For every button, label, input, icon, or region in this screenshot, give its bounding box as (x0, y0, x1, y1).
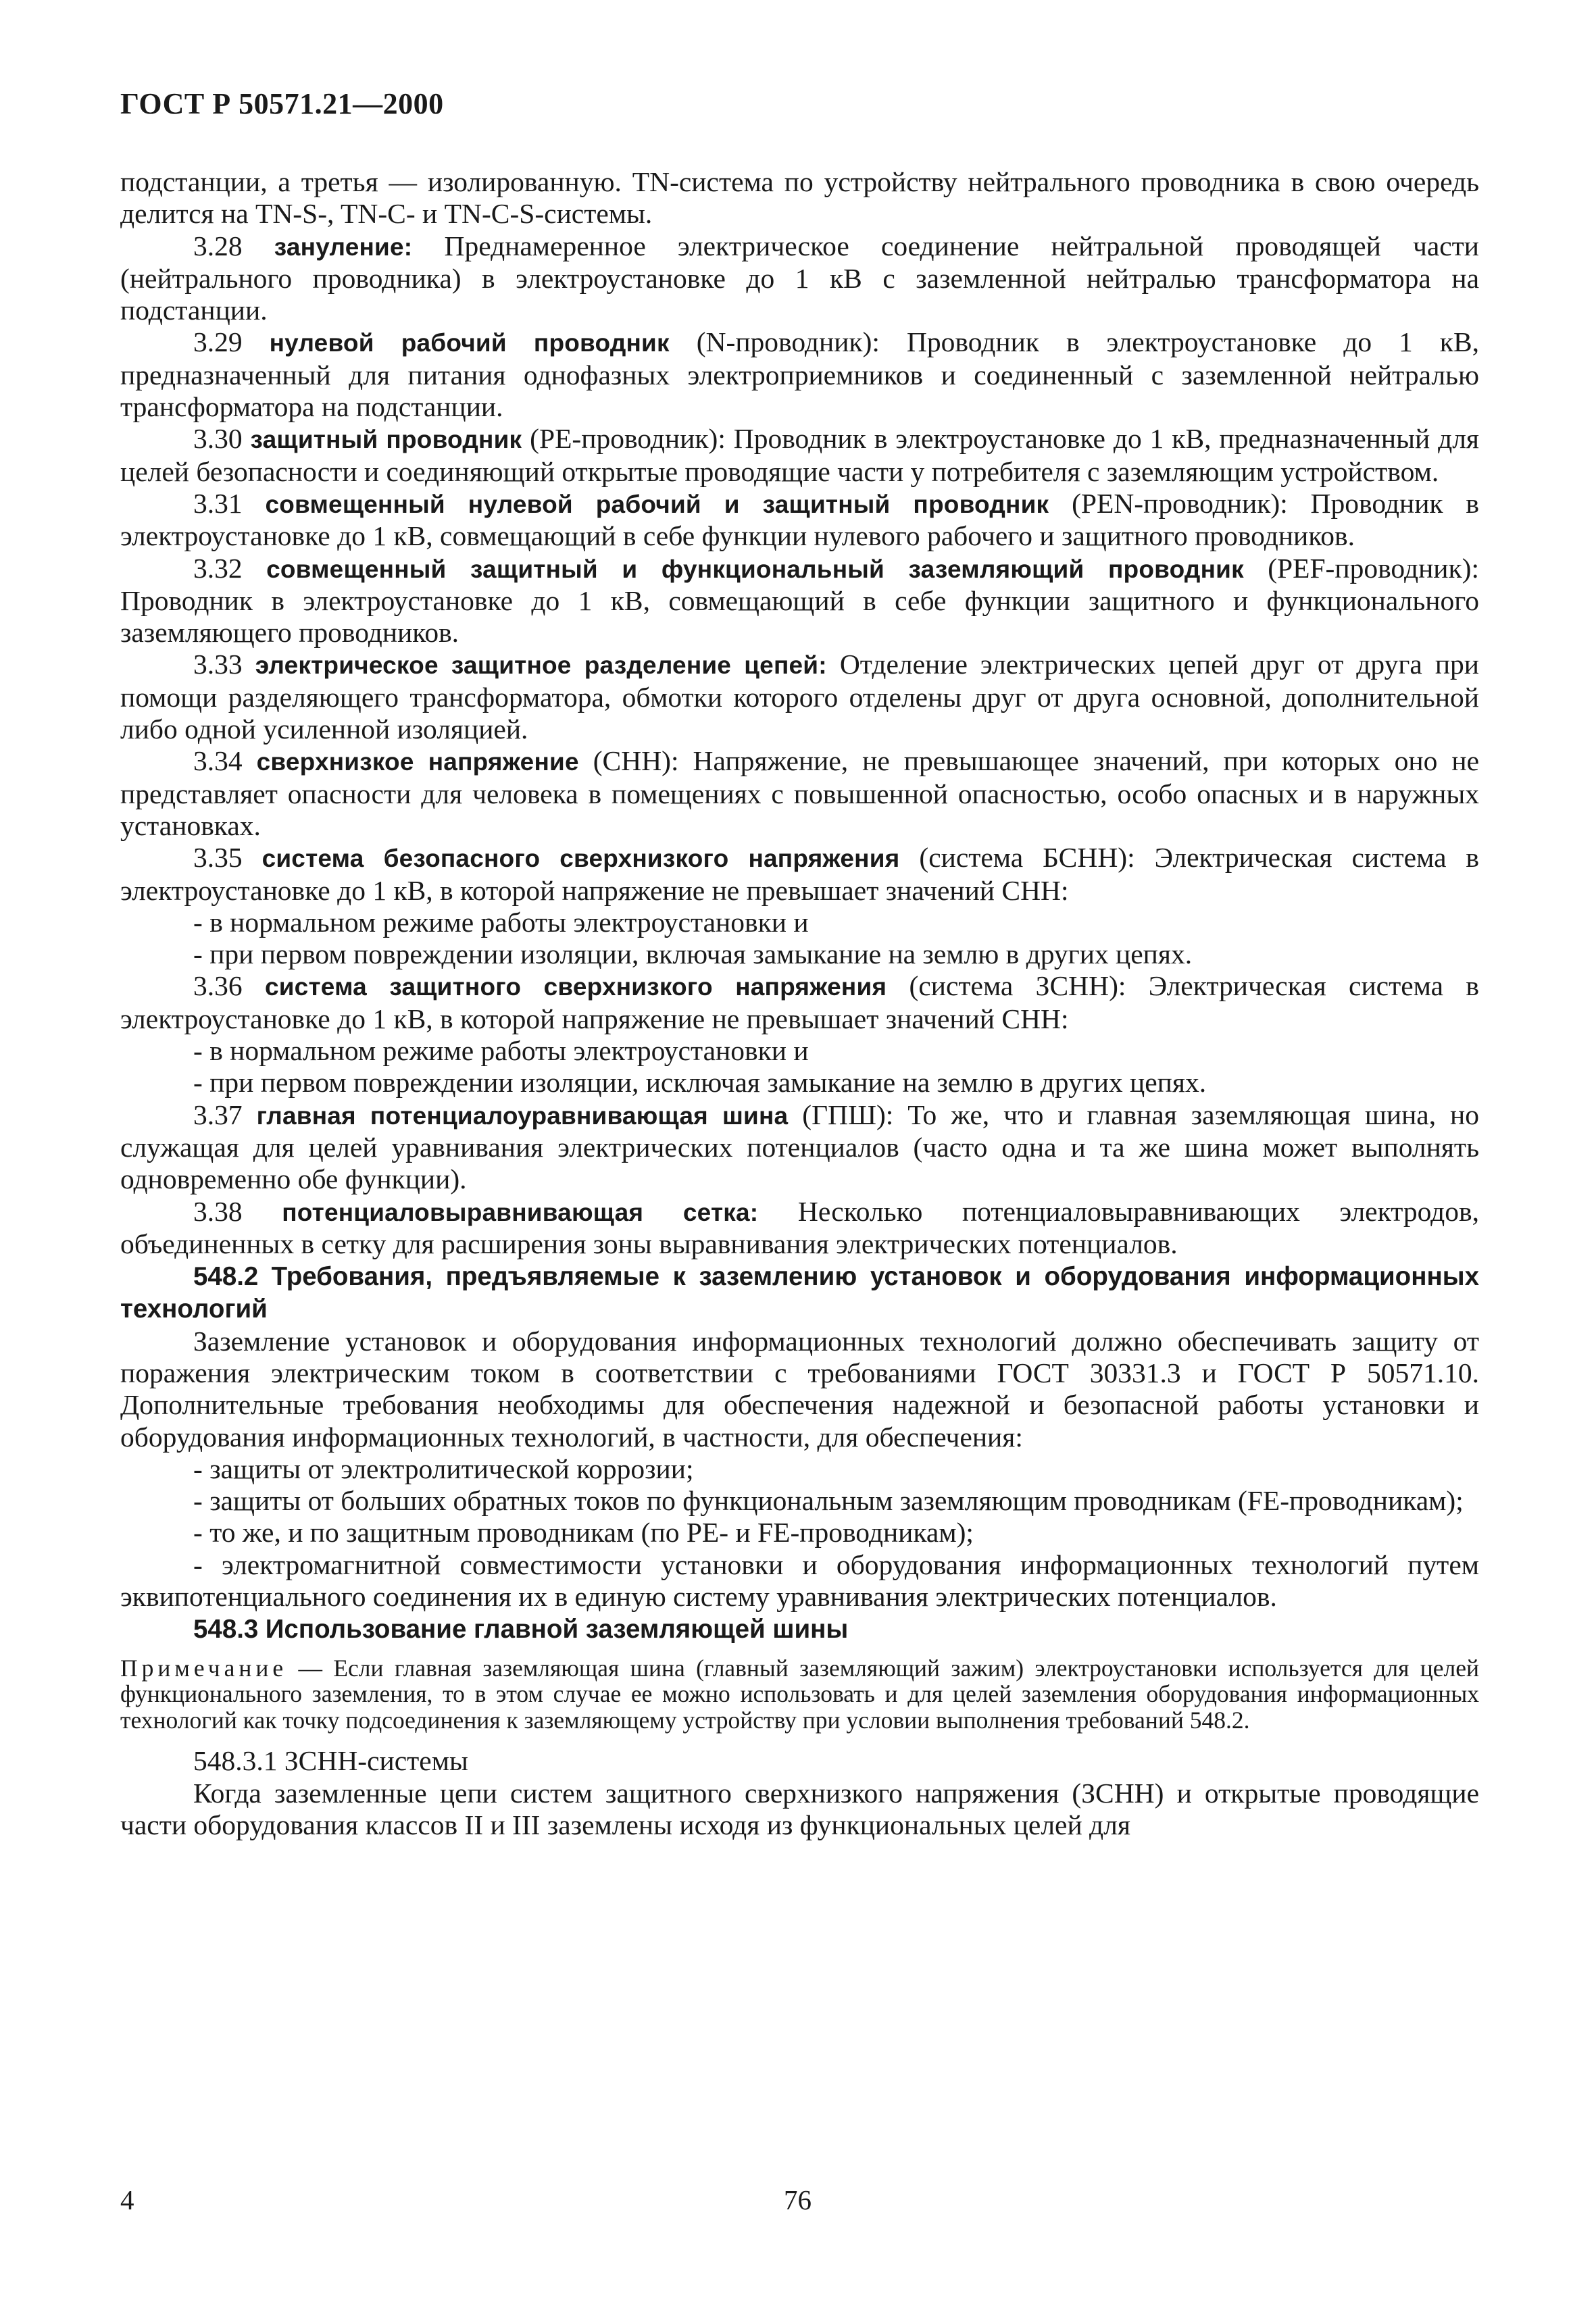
clause-3-32 (120, 553, 1479, 649)
section-548-2-text: Заземление установок и оборудования информационных технологий должно обеспечивать защиту от поражения электрическим током в соответствии с требованиями ГОСТ 30331.3 и ГОСТ Р 50571.10. Дополнительные требования необходимы для обеспечения надежной и безопасной работы установки и оборудования информационных технологий, в частности, для обеспечения: (120, 1325, 1479, 1453)
subsection-548-3-1: 548.3.1 ЗСНН-системы (193, 1745, 468, 1777)
list-item: - при первом повреждении изоляции, включая замыкание на землю в других цепях. (193, 938, 1193, 970)
clause-text: (ГПШ): То же, что и главная заземляющая шина, но служащая для целей уравнивания электрических потенциалов (часто одна и та же шина может выполнять одновременно обе функции). (120, 1099, 1480, 1195)
section-number: 548.2 (193, 1262, 259, 1292)
list-item: - в нормальном режиме работы электроустановки и (193, 906, 809, 938)
clause-text: (PE-проводник): Проводник в электроустановке до 1 кВ, предназначенный для целей безопасности и соединяющий открытые проводящие части у потребителя с заземляющим устройством. (120, 423, 1479, 487)
clause-text: (система ЗСНН): Электрическая система в электроустановке до 1 кВ, в которой напряжение не превышает значений СНН: (120, 970, 1479, 1034)
clause-3-33 (120, 649, 1479, 745)
page-number-left: 4 (120, 2184, 134, 2215)
section-title: Требования, предъявляемые к заземлению установок и оборудования информационных технологий (120, 1262, 1479, 1324)
clause-number: 3.30 (193, 423, 243, 455)
clause-number: 3.33 (193, 649, 243, 680)
list-item: - электромагнитной совместимости установки и оборудования информационных технологий путем эквипотенциального соединения их в единую систему уравнивания электрических потенциалов. (120, 1549, 1479, 1613)
clause-number: 3.37 (193, 1099, 243, 1130)
clause-term: система защитного сверхнизкого напряжения (264, 973, 887, 1001)
subsection-548-3-1-text: Когда заземленные цепи систем защитного сверхнизкого напряжения (ЗСНН) и открытые проводящие части оборудования классов II и III заземлены исходя из функциональных целей для (120, 1777, 1479, 1841)
clause-term: совмещенный защитный и функциональный заземляющий проводник (266, 555, 1244, 583)
clause-term: нулевой рабочий проводник (269, 329, 670, 357)
clause-3-36 (120, 970, 1479, 1035)
clause-text: (PEF-проводник): Проводник в электроустановке до 1 кВ, совмещающий в себе функции защитного и функционального заземляющего проводников. (120, 552, 1479, 649)
page-header: ГОСТ Р 50571.21—2000 (120, 87, 444, 120)
clause-term: зануление: (274, 232, 413, 261)
clause-text: (PEN-проводник): Проводник в электроустановке до 1 кВ, совмещающий в себе функции нулевого рабочего и защитного проводников. (120, 487, 1479, 552)
clause-text: Отделение электрических цепей друг от друга при помощи разделяющего трансформатора, обмотки которого отделены друг от друга основной, дополнительной либо одной усиленной изоляцией. (120, 649, 1480, 745)
clause-3-29 (120, 326, 1479, 423)
clause-number: 3.29 (193, 326, 243, 358)
clause-term: защитный проводник (250, 426, 522, 454)
page-number-center: 76 (784, 2184, 812, 2215)
clause-number: 3.35 (193, 842, 243, 874)
clause-text: Несколько потенциаловыравнивающих электродов, объединенных в сетку для расширения зоны выравнивания электрических потенциалов. (120, 1195, 1480, 1259)
list-item: - в нормальном режиме работы электроустановки и (193, 1035, 809, 1067)
clause-text: Преднамеренное электрическое соединение нейтральной проводящей части (нейтрального проводника) в электроустановке до 1 кВ с заземленной нейтралью трансформатора на подстанции. (120, 230, 1480, 326)
clause-3-28 (120, 230, 1479, 327)
clause-number: 3.38 (193, 1195, 243, 1227)
clause-3-30 (120, 423, 1479, 488)
note-text: — Если главная заземляющая шина (главный заземляющий зажим) электроустановки используется для целей функционального заземления, то в этом случае ее можно использовать и для целей заземления оборудования информационных технологий как точку подсоединения к заземляющему устройству при условии выполнения требований 548.2. (120, 1654, 1479, 1734)
clause-term: система безопасного сверхнизкого напряжения (261, 845, 900, 873)
clause-text: (СНН): Напряжение, не превышающее значений, при которых оно не представляет опасности для человека в помещениях с повышенной опасностью, особо опасных и в наружных установках. (120, 745, 1479, 841)
clause-term: сверхнизкое напряжение (256, 748, 579, 776)
clause-number: 3.31 (193, 487, 243, 519)
list-item: - защиты от электролитической коррозии; (193, 1453, 694, 1484)
list-item: - то же, и по защитным проводникам (по PE- и FE-проводникам); (193, 1517, 974, 1549)
clause-3-34 (120, 745, 1479, 842)
clause-3-31 (120, 488, 1479, 553)
clause-number: 3.28 (193, 230, 243, 261)
clause-number: 3.32 (193, 552, 243, 584)
clause-term: потенциаловыравнивающая сетка: (282, 1198, 759, 1226)
section-number: 548.3 (193, 1615, 259, 1644)
section-title: Использование главной заземляющей шины (265, 1615, 849, 1644)
clause-text: (N-проводник): Проводник в электроустановке до 1 кВ, предназначенный для питания однофазных электроприемников и соединенный с заземленной нейтралью трансформатора на подстанции. (120, 326, 1480, 423)
note (120, 1655, 1479, 1734)
clause-3-37 (120, 1099, 1479, 1196)
clause-term: совмещенный нулевой рабочий и защитный проводник (265, 490, 1049, 518)
clause-term: главная потенциалоуравнивающая шина (256, 1101, 789, 1130)
clause-text: (система БСНН): Электрическая система в электроустановке до 1 кВ, в которой напряжение не превышает значений СНН: (120, 842, 1480, 906)
paragraph-intro: подстанции, а третья — изолированную. TN-система по устройству нейтрального проводника в свою очередь делится на TN-S-, TN-C- и TN-C-S-системы. (120, 166, 1479, 230)
clause-number: 3.34 (193, 745, 243, 777)
list-item: - при первом повреждении изоляции, исключая замыкание на землю в других цепях. (193, 1067, 1207, 1099)
clause-number: 3.36 (193, 970, 243, 1002)
note-label: Примечание (120, 1654, 288, 1682)
clause-term: электрическое защитное разделение цепей: (255, 651, 827, 680)
clause-3-35 (120, 842, 1479, 907)
list-item: - защиты от больших обратных токов по функциональным заземляющим проводникам (FE-проводникам); (193, 1485, 1464, 1517)
section-548-3-heading (120, 1613, 1479, 1645)
section-548-2-heading (120, 1260, 1479, 1326)
clause-3-38 (120, 1196, 1479, 1261)
document-body (120, 166, 1479, 1841)
